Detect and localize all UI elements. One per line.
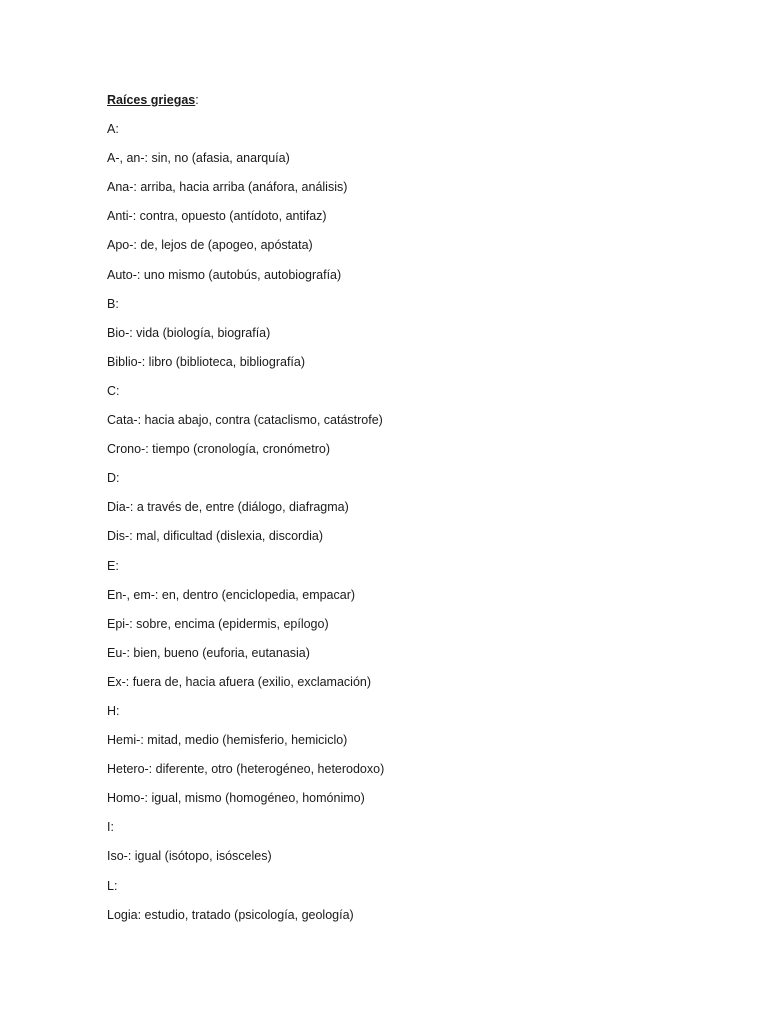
- root-entry: Cata-: hacia abajo, contra (cataclismo, catástrofe): [107, 413, 383, 428]
- section-letter: H:: [107, 703, 120, 718]
- root-entry: Iso-: igual (isótopo, isósceles): [107, 849, 272, 864]
- root-entry: Auto-: uno mismo (autobús, autobiografía): [107, 267, 342, 282]
- root-entry: Logia: estudio, tratado (psicología, geología): [107, 907, 354, 922]
- root-entry: Dis-: mal, dificultad (dislexia, discordia): [107, 529, 324, 544]
- section-letter: E:: [107, 558, 119, 573]
- heading-colon: :: [195, 93, 199, 107]
- root-entry: Homo-: igual, mismo (homogéneo, homónimo): [107, 791, 365, 806]
- section-letter: B:: [107, 296, 119, 311]
- document-heading: [107, 90, 707, 119]
- section-letter: C:: [107, 383, 120, 398]
- section-letter: I:: [107, 820, 114, 835]
- section-letter: D:: [107, 471, 120, 486]
- root-entry: En-, em-: en, dentro (enciclopedia, empacar): [107, 587, 356, 602]
- heading-title: Raíces griegas: [107, 93, 196, 107]
- root-entry: Eu-: bien, bueno (euforia, eutanasia): [107, 645, 310, 660]
- root-entry: Crono-: tiempo (cronología, cronómetro): [107, 442, 331, 457]
- root-entry: A-, an-: sin, no (afasia, anarquía): [107, 151, 290, 166]
- root-entry: Bio-: vida (biología, biografía): [107, 325, 271, 340]
- document-body: [107, 90, 707, 934]
- root-entry: Epi-: sobre, encima (epidermis, epílogo): [107, 616, 329, 631]
- section-letter: L:: [107, 878, 118, 893]
- root-entry: Ex-: fuera de, hacia afuera (exilio, exclamación): [107, 674, 372, 689]
- root-entry: Biblio-: libro (biblioteca, bibliografía): [107, 354, 306, 369]
- root-entry: Dia-: a través de, entre (diálogo, diafragma): [107, 500, 349, 515]
- root-entry: Anti-: contra, opuesto (antídoto, antifaz): [107, 209, 327, 224]
- root-entry: Ana-: arriba, hacia arriba (anáfora, análisis): [107, 180, 348, 195]
- root-entry: Apo-: de, lejos de (apogeo, apóstata): [107, 238, 313, 253]
- section-letter: A:: [107, 122, 119, 137]
- root-entry: Hemi-: mitad, medio (hemisferio, hemiciclo): [107, 733, 348, 748]
- root-entry: Hetero-: diferente, otro (heterogéneo, heterodoxo): [107, 762, 385, 777]
